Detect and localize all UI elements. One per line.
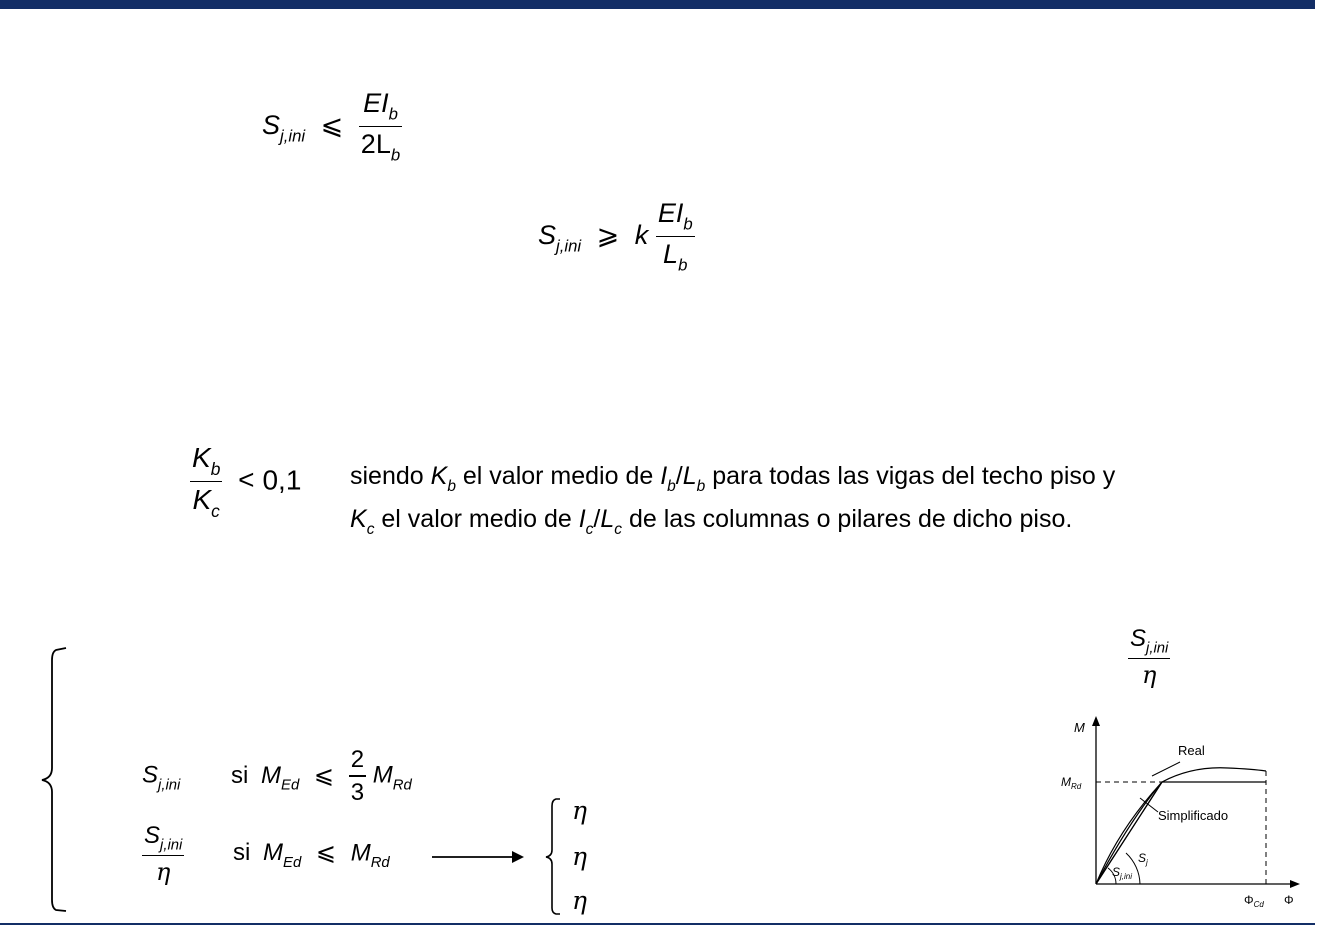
graph-real-label: Real (1178, 743, 1205, 758)
graph-mrd-label: $M_{Rd}$ (1061, 775, 1082, 791)
moment-rotation-graph (1061, 716, 1300, 909)
equation-kb-kc-ratio: $\frac{K_b}{K_c}$ < 0,1 (192, 442, 302, 522)
graph-y-label: M (1074, 720, 1085, 735)
graph-x-arrow (1290, 880, 1300, 888)
real-leader (1152, 762, 1180, 776)
eta-item-1: η (572, 796, 587, 825)
real-curve (1096, 768, 1266, 884)
eta-item-2: η (572, 842, 587, 871)
case-reduced-stiffness: $\frac{S_{j,ini}}{\eta}$ si $M_{Ed}$ ⩽ $M_{Rd}$ (144, 822, 390, 887)
graph-phicd-label: $\Phi_{Cd}$ (1244, 893, 1264, 909)
simplified-curve (1096, 782, 1266, 884)
graph-sjini-label: $S_{j,ini}$ (1112, 865, 1133, 881)
equation-sjini-over-eta: $\frac{S_{j,ini}}{\eta}$ (1130, 625, 1169, 690)
equation-sjini-lower-limit: $S_{j,ini}$ ⩾ k $\frac{EI_b}{L_b}$ (538, 198, 693, 275)
description-line-1: siendo $K_b$ el valor medio de $I_b/L_b$ para todas las vigas del techo piso y (350, 462, 1116, 495)
equation-sjini-upper-limit: $S_{j,ini}$ ⩽ $\frac{EI_b}{2L_b}$ (262, 88, 401, 165)
graph-sj-label: $S_j$ (1138, 851, 1148, 867)
eta-item-3: η (572, 886, 587, 915)
graph-x-label: Φ (1284, 893, 1294, 907)
secant-line (1096, 782, 1162, 884)
left-brace (42, 648, 66, 911)
arrow-head (512, 851, 524, 863)
eta-brace (546, 799, 560, 914)
description-line-2: $K_c$ el valor medio de $I_c/L_c$ de las columnas o pilares de dicho piso. (350, 504, 1073, 538)
graph-y-arrow (1092, 716, 1100, 726)
case-elastic-stiffness: $S_{j,ini}$ si $M_{Ed}$ ⩽ $\frac{2}{3}$ $M_{Rd}$ (142, 746, 412, 806)
graph-simplificado-label: Simplificado (1158, 808, 1229, 823)
